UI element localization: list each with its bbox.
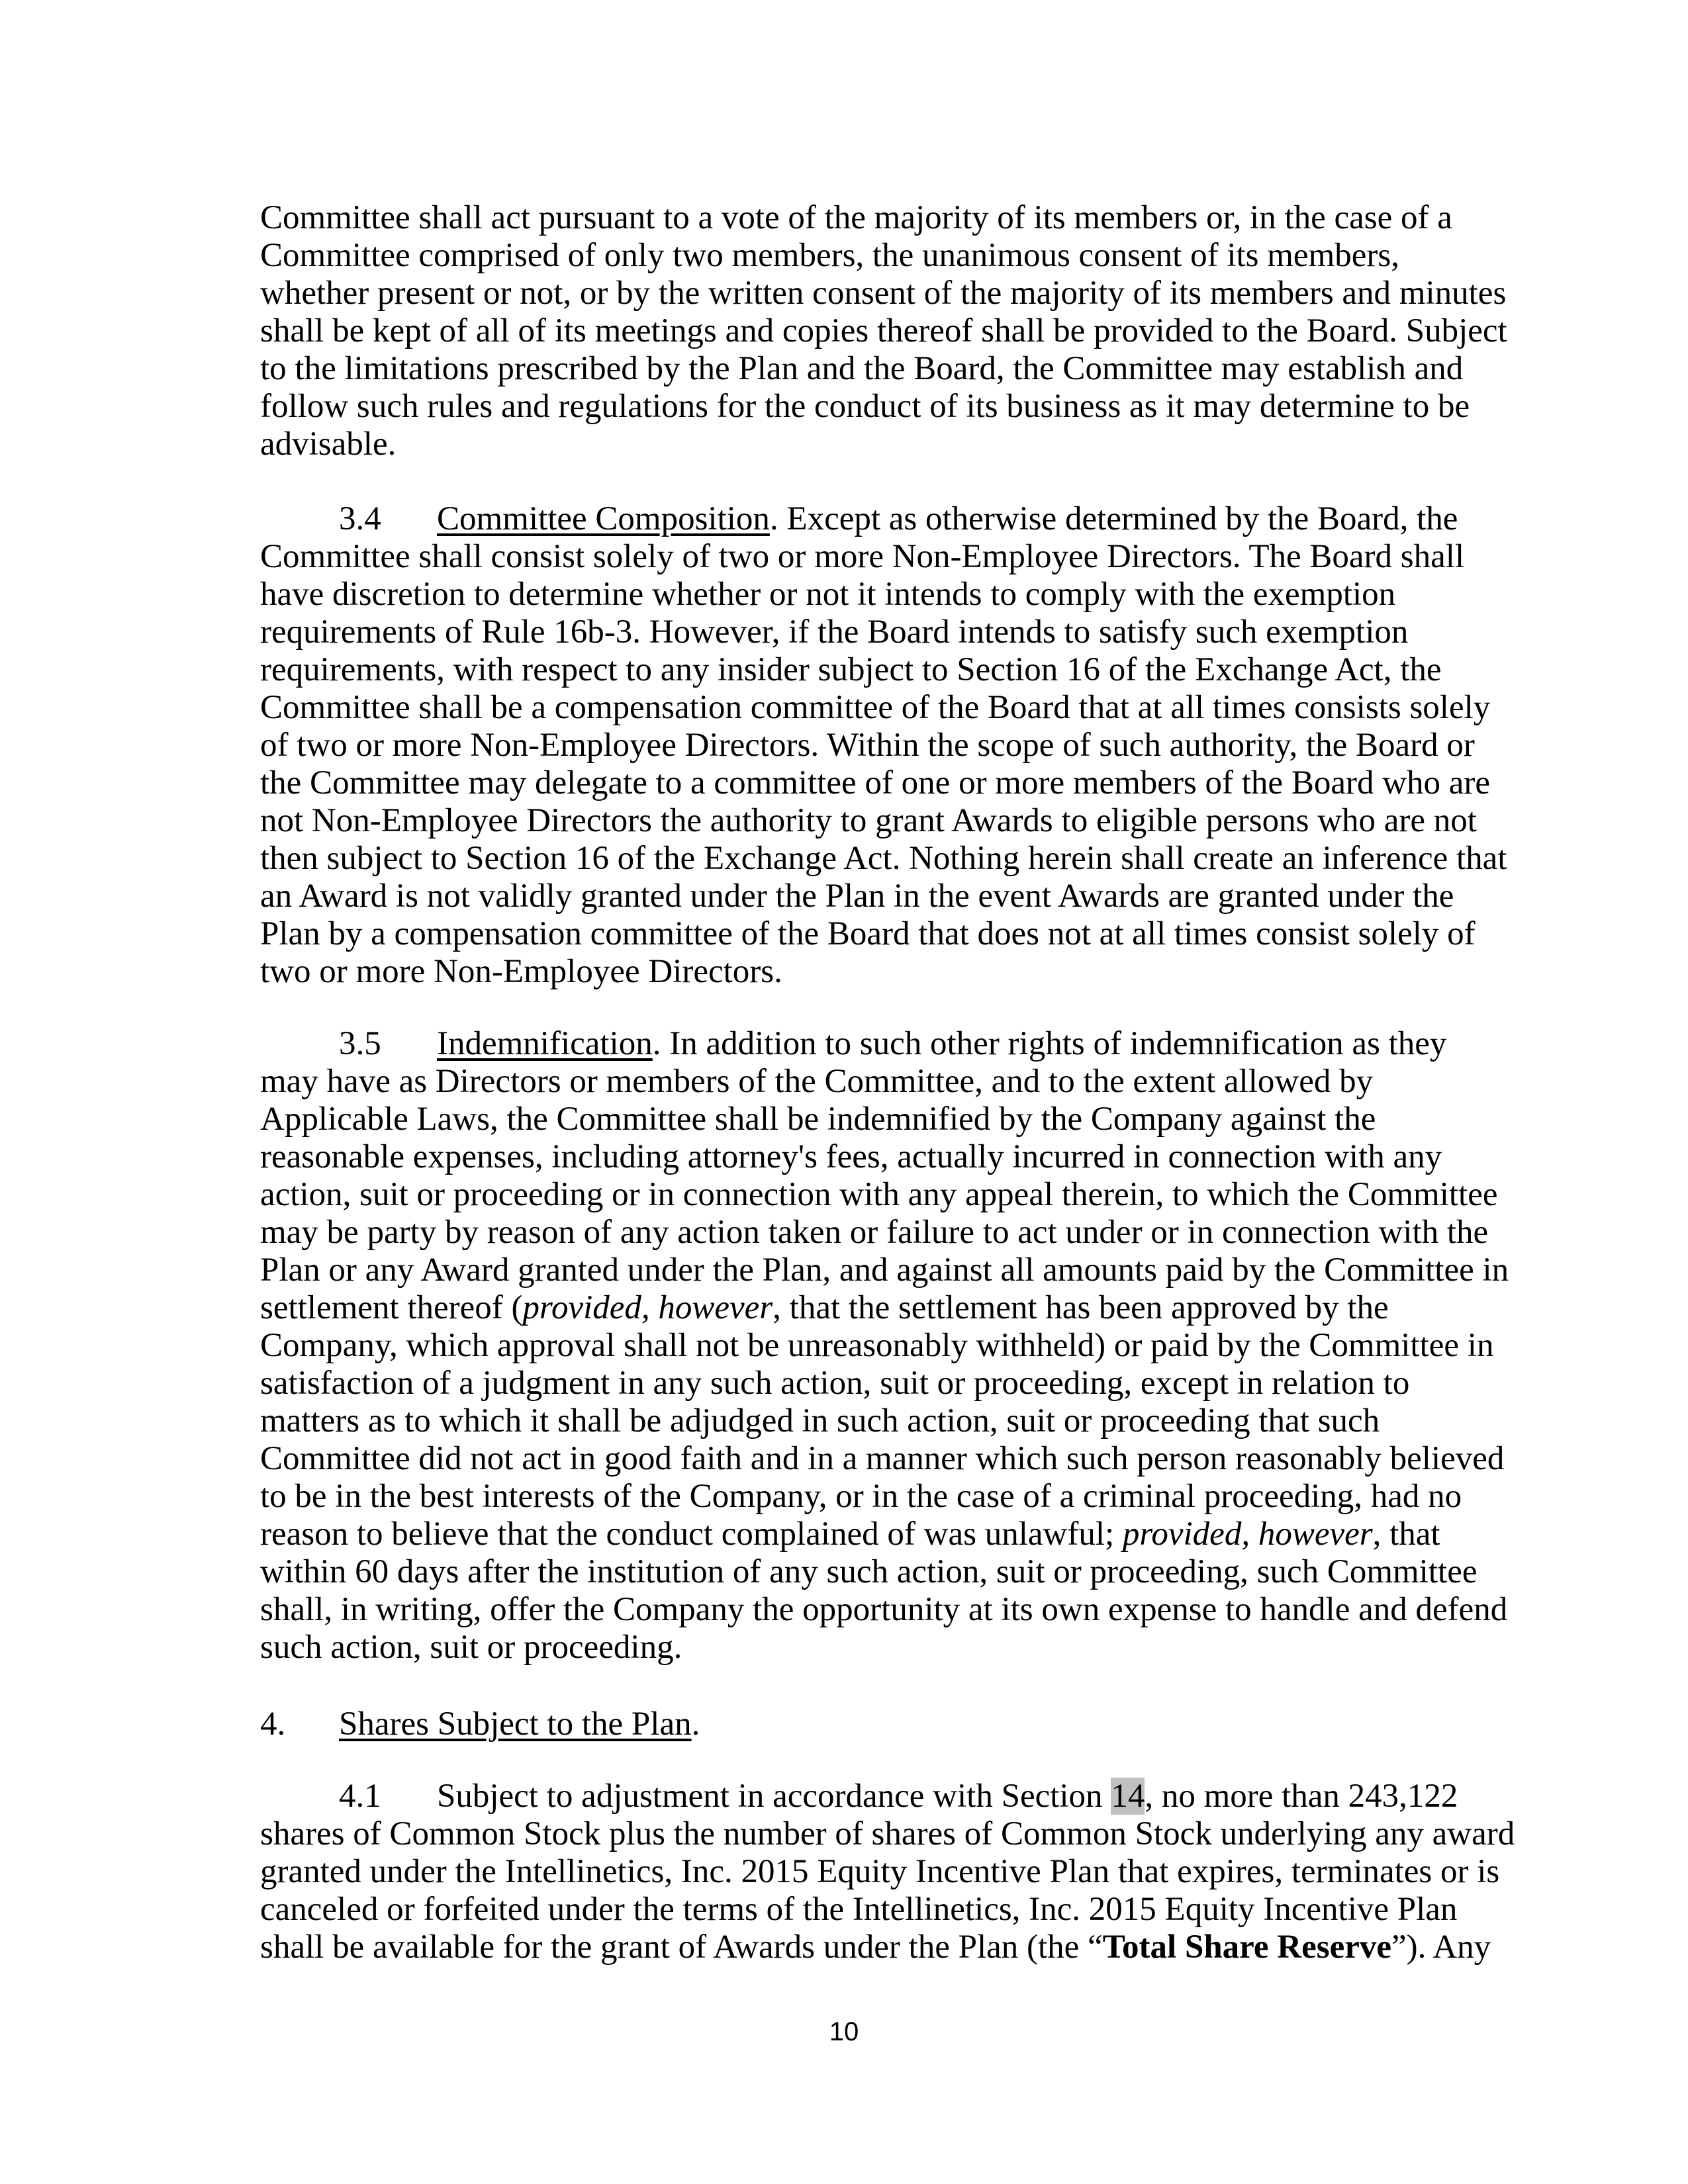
section-heading: Indemnification [437,1025,653,1062]
text-span: . In addition to such other rights of indemnification as they [652,1025,1447,1062]
paragraph-committee-procedure [260,199,1507,463]
text-line: Company, which approval shall not be unreasonably withheld) or paid by the Committee in [260,1327,1494,1364]
section-heading: Shares Subject to the Plan [339,1706,692,1743]
text-line: Committee shall act pursuant to a vote of the majority of its members or, in the case of a [260,199,1452,236]
text-line: Plan or any Award granted under the Plan, and against all amounts paid by the Committee in [260,1251,1509,1289]
text-line: shares of Common Stock plus the number of shares of Common Stock underlying any award [260,1815,1515,1852]
text-line: not Non-Employee Directors the authority to grant Awards to eligible persons who are not [260,802,1477,839]
text-line: requirements, with respect to any insider subject to Section 16 of the Exchange Act, the [260,651,1442,688]
section-4 [260,1706,1491,1743]
text-line: two or more Non-Employee Directors. [260,953,782,990]
text-span: shall be available for the grant of Awards under the Plan (the “ [260,1929,1103,1966]
text-line: shall be kept of all of its meetings and copies thereof shall be provided to the Board. Subject [260,312,1507,349]
text-line: satisfaction of a judgment in any such action, suit or proceeding, except in relation to [260,1365,1410,1402]
section-heading-line [260,500,1491,538]
text-line: Committee comprised of only two members, the unanimous consent of its members, [260,237,1399,274]
text-line: of two or more Non-Employee Directors. Within the scope of such authority, the Board or [260,727,1475,764]
text-line: Committee shall be a compensation committee of the Board that at all times consists solely [260,689,1491,726]
text-line: Committee did not act in good faith and in a manner which such person reasonably believed [260,1440,1505,1477]
text-line [260,1929,1491,1966]
defined-term: Total Share Reserve [1102,1929,1392,1966]
text-line: may have as Directors or members of the Committee, and to the extent allowed by [260,1063,1374,1100]
text-line: canceled or forfeited under the terms of the Intellinetics, Inc. 2015 Equity Incentive Plan [260,1891,1458,1928]
text-span: settlement thereof ( [260,1289,523,1326]
text-span: reason to believe that the conduct complained of was unlawful; [260,1516,1123,1553]
text-line: reasonable expenses, including attorney's fees, actually incurred in connection with any [260,1138,1442,1175]
text-line [260,1289,1491,1327]
text-line: Committee shall consist solely of two or more Non-Employee Directors. The Board shall [260,538,1465,575]
text-span: . [691,1706,700,1743]
text-line: to the limitations prescribed by the Plan and the Board, the Committee may establish and [260,350,1464,387]
text-line: Applicable Laws, the Committee shall be indemnified by the Company against the [260,1101,1376,1138]
section-3-5 [260,1025,1509,1666]
page-number: 10 [829,2017,859,2046]
text-line: may be party by reason of any action taken or failure to act under or in connection with the [260,1214,1489,1251]
text-span: . Except as otherwise determined by the Board, the [769,500,1458,537]
text-span: ”). Any [1391,1929,1491,1966]
text-line: follow such rules and regulations for the conduct of its business as it may determine to be [260,388,1470,425]
text-span: , no more than 243,122 [1145,1778,1458,1815]
section-heading: Committee Composition [437,500,770,537]
text-line: such action, suit or proceeding. [260,1629,682,1666]
text-line [260,1516,1491,1553]
text-line: the Committee may delegate to a committee of one or more members of the Board who are [260,764,1491,801]
text-line: within 60 days after the institution of any such action, suit or proceeding, such Committee [260,1553,1477,1590]
text-line: matters as to which it shall be adjudged in such action, suit or proceeding that such [260,1402,1380,1439]
text-line: an Award is not validly granted under the Plan in the event Awards are granted under the [260,878,1454,915]
text-span: , that [1372,1516,1440,1553]
text-line: whether present or not, or by the written consent of the majority of its members and minutes [260,275,1507,312]
highlighted-cross-reference[interactable]: 14 [1111,1778,1145,1815]
text-line: advisable. [260,426,397,463]
section-heading-line [260,1025,1491,1063]
text-span: Subject to adjustment in accordance with Section [437,1778,1111,1815]
section-number: 4.1 [339,1778,381,1815]
text-span: , that the settlement has been approved by the [773,1289,1389,1326]
section-number: 3.4 [339,500,381,537]
section-3-4 [260,500,1507,991]
section-4-1 [260,1778,1515,1966]
text-line: shall, in writing, offer the Company the opportunity at its own expense to handle and defend [260,1591,1508,1628]
italic-proviso: provided, however [1122,1516,1373,1553]
text-line: have discretion to determine whether or not it intends to comply with the exemption [260,576,1396,613]
text-line: granted under the Intellinetics, Inc. 2015 Equity Incentive Plan that expires, terminates or is [260,1853,1500,1890]
section-number: 4. [260,1706,286,1743]
text-line: requirements of Rule 16b-3. However, if the Board intends to satisfy such exemption [260,614,1409,651]
section-number: 3.5 [339,1025,381,1062]
section-heading-line [260,1778,1491,1815]
text-line: action, suit or proceeding or in connection with any appeal therein, to which the Committee [260,1176,1498,1213]
italic-proviso: provided, however [522,1289,773,1326]
text-line: Plan by a compensation committee of the Board that does not at all times consist solely of [260,915,1476,952]
text-line: then subject to Section 16 of the Exchange Act. Nothing herein shall create an inference that [260,840,1507,877]
section-heading-line [260,1706,1491,1743]
text-line: to be in the best interests of the Company, or in the case of a criminal proceeding, had no [260,1478,1462,1515]
